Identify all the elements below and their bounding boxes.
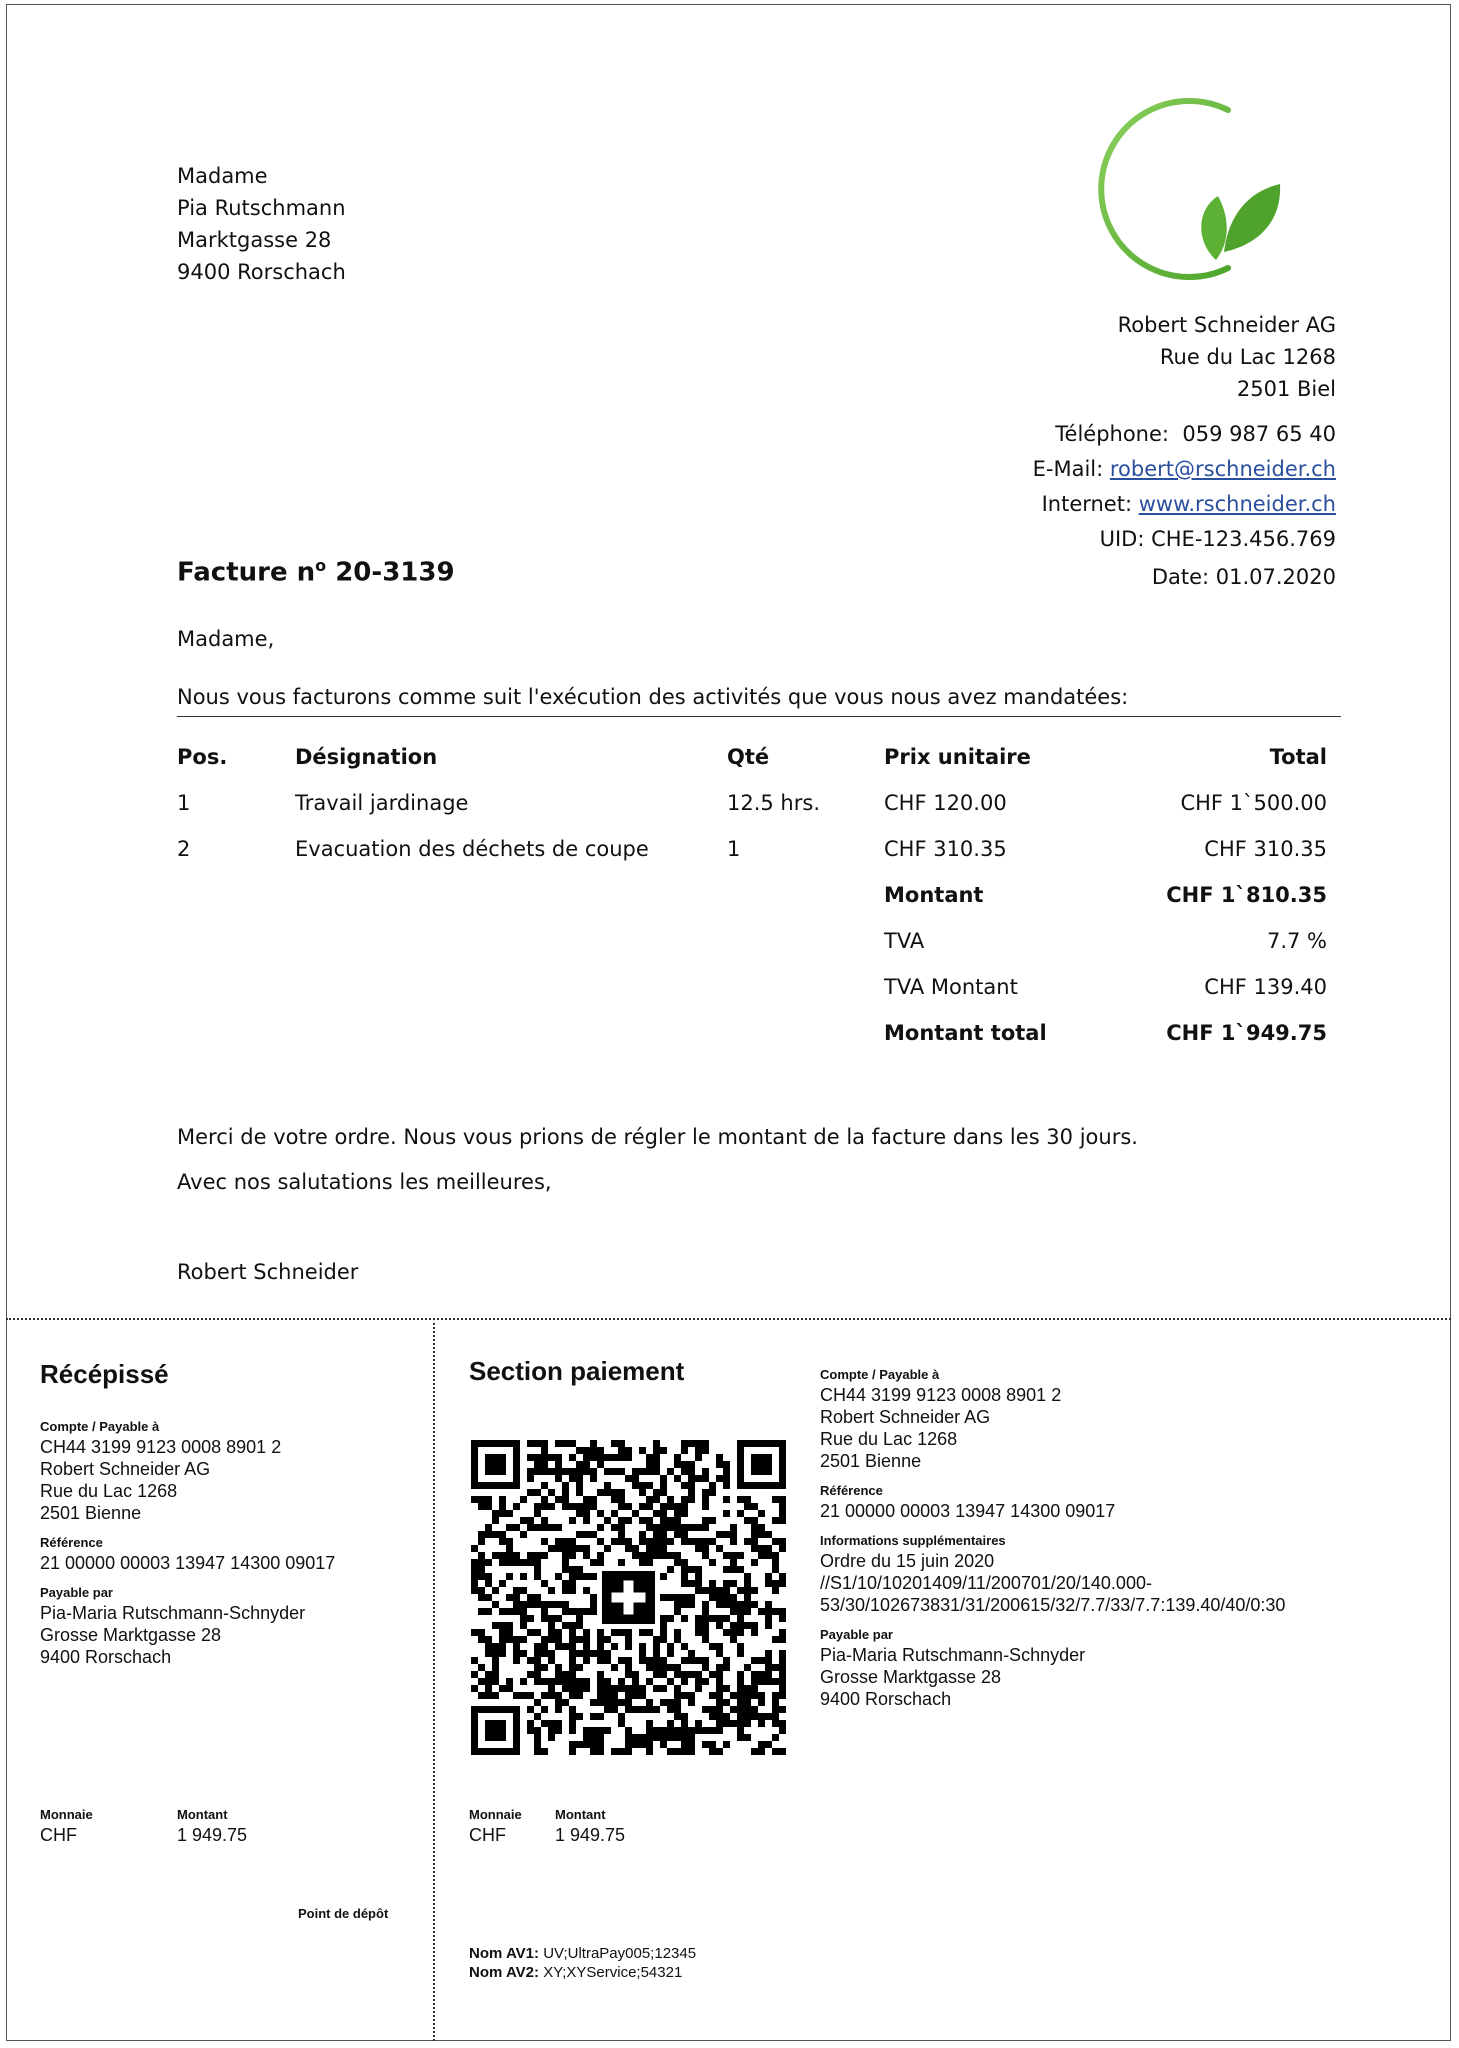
item-pos: 2 bbox=[177, 837, 191, 861]
swiss-qr-code-icon bbox=[471, 1440, 786, 1755]
invoice-title-sup: o bbox=[315, 556, 327, 575]
payment-payable-by-label: Payable par bbox=[820, 1627, 893, 1642]
receipt-payable-by-label: Payable par bbox=[40, 1585, 113, 1600]
av1-label: Nom AV1: bbox=[469, 1945, 540, 1962]
payment-amount-value: 1 949.75 bbox=[555, 1825, 626, 1845]
receipt-currency-value: CHF bbox=[40, 1825, 77, 1845]
perforation-horizontal bbox=[6, 1318, 1451, 1320]
summary-row bbox=[177, 1017, 1327, 1063]
payment-payable-by-line: Pia-Maria Rutschmann-Schnyder bbox=[820, 1645, 1086, 1665]
item-designation: Evacuation des déchets de coupe bbox=[295, 837, 649, 861]
items-table bbox=[177, 741, 1327, 1063]
signature-name: Robert Schneider bbox=[177, 1260, 359, 1284]
qr-finder-pattern bbox=[475, 1710, 517, 1752]
summary-row bbox=[177, 879, 1327, 925]
payment-account-line: CH44 3199 9123 0008 8901 2 bbox=[820, 1385, 1062, 1405]
website-link[interactable]: www.rschneider.ch bbox=[1138, 492, 1336, 516]
invoice-title-prefix: Facture n bbox=[177, 557, 316, 588]
sender-email-row bbox=[1033, 452, 1336, 487]
payment-reference-label: Référence bbox=[820, 1483, 883, 1498]
payment-account-label: Compte / Payable à bbox=[820, 1367, 940, 1382]
sender-name: Robert Schneider AG bbox=[1117, 313, 1336, 337]
av1-value: UV;UltraPay005;12345 bbox=[543, 1945, 697, 1962]
receipt-account-line: Rue du Lac 1268 bbox=[40, 1481, 178, 1501]
sender-block bbox=[1118, 309, 1336, 405]
leaf-ring-logo-icon bbox=[1078, 92, 1288, 292]
payment-amount-label: Montant bbox=[555, 1807, 606, 1822]
sender-internet-row bbox=[1033, 487, 1336, 522]
receipt-amount-label: Montant bbox=[177, 1807, 228, 1822]
deposit-point-label: Point de dépôt bbox=[298, 1906, 389, 1921]
payment-account-line: 2501 Bienne bbox=[820, 1451, 922, 1471]
item-designation: Travail jardinage bbox=[295, 791, 469, 815]
swiss-cross-icon bbox=[600, 1569, 657, 1626]
internet-label: Internet: bbox=[1041, 492, 1133, 516]
summary-label: TVA Montant bbox=[884, 975, 1018, 999]
av2-value: XY;XYService;54321 bbox=[543, 1964, 683, 1981]
recipient-address bbox=[177, 160, 346, 288]
col-price: Prix unitaire bbox=[884, 745, 1031, 769]
payment-additional-line: Ordre du 15 juin 2020 bbox=[820, 1551, 995, 1571]
invoice-date: Date: 01.07.2020 bbox=[1151, 565, 1336, 589]
qr-finder-pattern bbox=[475, 1444, 517, 1486]
receipt-reference-label: Référence bbox=[40, 1535, 103, 1550]
qr-finder-pattern bbox=[741, 1444, 783, 1486]
item-qty: 1 bbox=[727, 837, 741, 861]
item-price: CHF 310.35 bbox=[884, 837, 1007, 861]
receipt-account-line: Robert Schneider AG bbox=[40, 1459, 211, 1479]
email-label: E-Mail: bbox=[1032, 457, 1104, 481]
table-header bbox=[177, 741, 1327, 787]
sender-contact bbox=[1033, 417, 1336, 557]
receipt-account-line: 2501 Bienne bbox=[40, 1503, 142, 1523]
item-qty: 12.5 hrs. bbox=[727, 791, 820, 815]
payment-reference: 21 00000 00003 13947 14300 09017 bbox=[820, 1501, 1116, 1521]
table-row bbox=[177, 833, 1327, 879]
summary-label: Montant bbox=[884, 883, 984, 907]
summary-row bbox=[177, 971, 1327, 1017]
receipt-currency bbox=[40, 1806, 93, 1846]
receipt-currency-label: Monnaie bbox=[40, 1807, 93, 1822]
receipt-amount bbox=[177, 1806, 247, 1846]
av2-label: Nom AV2: bbox=[469, 1964, 540, 1981]
payment-account bbox=[820, 1366, 1285, 1710]
receipt-account bbox=[40, 1418, 335, 1668]
closing-text-1: Merci de votre ordre. Nous vous prions de régler le montant de la facture dans les 30 jours. bbox=[177, 1125, 1138, 1149]
invoice-title bbox=[177, 556, 455, 588]
item-price: CHF 120.00 bbox=[884, 791, 1007, 815]
intro-text: Nous vous facturons comme suit l'exécution des activités que vous nous avez mandatées: bbox=[177, 685, 1129, 709]
payment-currency-label: Monnaie bbox=[469, 1807, 522, 1822]
recipient-line: Marktgasse 28 bbox=[177, 228, 332, 252]
av1-row bbox=[469, 1944, 696, 1963]
payment-title: Section paiement bbox=[469, 1356, 685, 1386]
col-pos: Pos. bbox=[177, 745, 228, 769]
summary-label: Montant total bbox=[884, 1021, 1047, 1045]
item-pos: 1 bbox=[177, 791, 191, 815]
sender-city: 2501 Biel bbox=[1236, 377, 1336, 401]
payment-account-line: Rue du Lac 1268 bbox=[820, 1429, 958, 1449]
receipt-payable-by-line: 9400 Rorschach bbox=[40, 1647, 172, 1667]
summary-value: CHF 1`949.75 bbox=[1166, 1021, 1327, 1045]
alt-procedures bbox=[469, 1944, 696, 1982]
receipt-account-label: Compte / Payable à bbox=[40, 1419, 160, 1434]
email-link[interactable]: robert@rschneider.ch bbox=[1109, 457, 1336, 481]
recipient-line: Madame bbox=[177, 164, 268, 188]
summary-value: CHF 1`810.35 bbox=[1166, 883, 1327, 907]
closing-text-2: Avec nos salutations les meilleures, bbox=[177, 1170, 552, 1194]
item-total: CHF 310.35 bbox=[1204, 837, 1327, 861]
receipt-payable-by-line: Grosse Marktgasse 28 bbox=[40, 1625, 222, 1645]
receipt-title: Récépissé bbox=[40, 1359, 169, 1389]
payment-additional-line: //S1/10/10201409/11/200701/20/140.000- bbox=[820, 1573, 1152, 1593]
payment-account-line: Robert Schneider AG bbox=[820, 1407, 991, 1427]
payment-additional-line: 53/30/102673831/31/200615/32/7.7/33/7.7:139.40/40/0:30 bbox=[820, 1595, 1286, 1615]
av2-row bbox=[469, 1963, 696, 1982]
sender-phone-row bbox=[1033, 417, 1336, 452]
payment-currency-value: CHF bbox=[469, 1825, 506, 1845]
summary-value: CHF 139.40 bbox=[1204, 975, 1327, 999]
receipt-amount-value: 1 949.75 bbox=[177, 1825, 248, 1845]
recipient-line: 9400 Rorschach bbox=[177, 260, 346, 284]
recipient-line: Pia Rutschmann bbox=[177, 196, 346, 220]
summary-row bbox=[177, 925, 1327, 971]
col-designation: Désignation bbox=[295, 745, 438, 769]
salutation: Madame, bbox=[177, 627, 275, 651]
invoice-number: 20-3139 bbox=[335, 557, 455, 588]
perforation-vertical bbox=[433, 1318, 435, 2041]
receipt-payable-by-line: Pia-Maria Rutschmann-Schnyder bbox=[40, 1603, 306, 1623]
sender-uid: UID: CHE-123.456.769 bbox=[1099, 527, 1336, 551]
receipt-account-line: CH44 3199 9123 0008 8901 2 bbox=[40, 1437, 282, 1457]
payment-currency bbox=[469, 1806, 522, 1846]
item-total: CHF 1`500.00 bbox=[1180, 791, 1327, 815]
col-qty: Qté bbox=[727, 745, 770, 769]
receipt-reference: 21 00000 00003 13947 14300 09017 bbox=[40, 1553, 336, 1573]
phone-value: 059 987 65 40 bbox=[1182, 422, 1336, 446]
sender-street: Rue du Lac 1268 bbox=[1159, 345, 1336, 369]
phone-label: Téléphone: bbox=[1055, 422, 1169, 446]
col-total: Total bbox=[1269, 745, 1327, 769]
payment-additional-label: Informations supplémentaires bbox=[820, 1533, 1006, 1548]
table-row bbox=[177, 787, 1327, 833]
summary-label: TVA bbox=[884, 929, 925, 953]
intro-rule bbox=[177, 716, 1341, 717]
payment-payable-by-line: 9400 Rorschach bbox=[820, 1689, 952, 1709]
payment-payable-by-line: Grosse Marktgasse 28 bbox=[820, 1667, 1002, 1687]
summary-value: 7.7 % bbox=[1266, 929, 1327, 953]
payment-amount bbox=[555, 1806, 625, 1846]
